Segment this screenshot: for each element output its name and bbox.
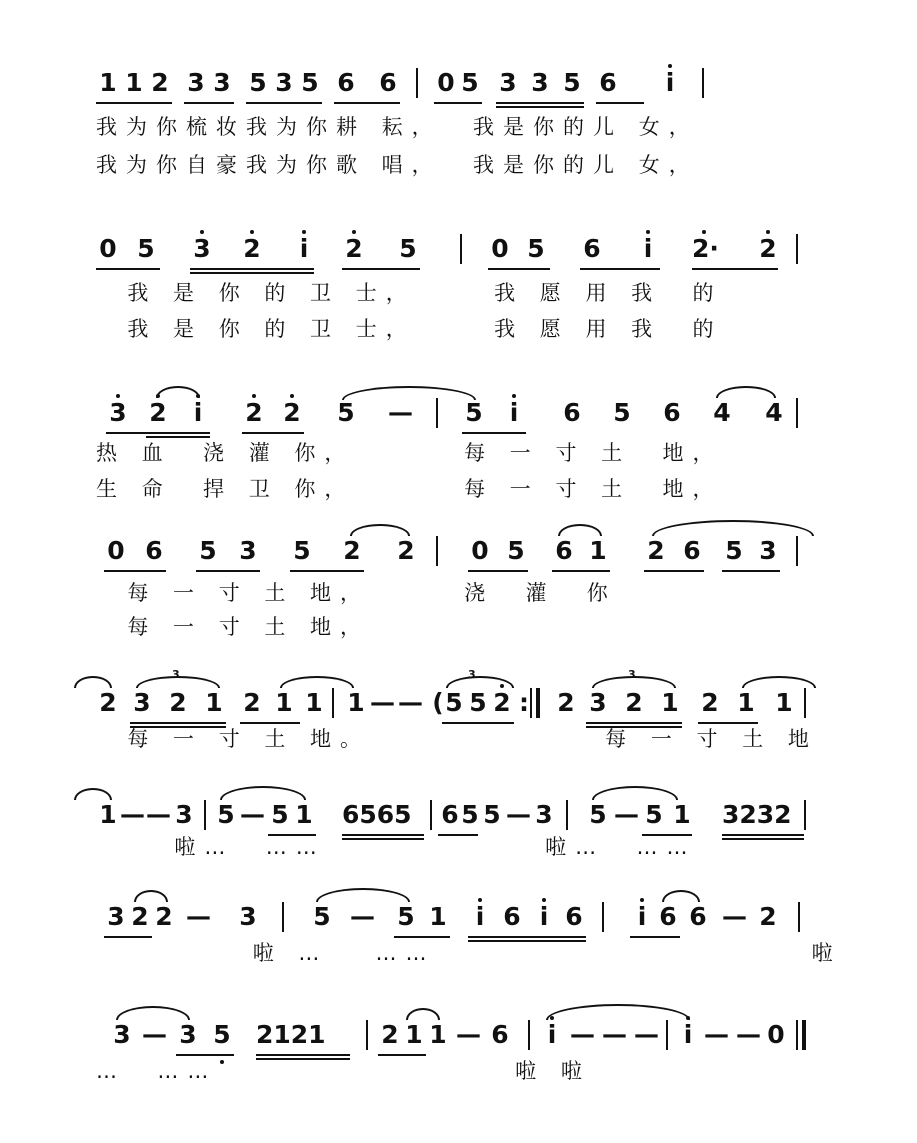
note-line: 3 2 2 — 3 5 — 5 1 i 6 i 6 i 6 6 — 2: [96, 896, 816, 940]
lyric-line-1: 啦… …… 啦… ……: [96, 835, 697, 859]
lyric-line-1: … …… 啦 啦: [96, 1059, 591, 1083]
score-row-8: [96, 1014, 816, 1104]
note-line: 2 3 2 1 2 1 1 1 — — ( 5 5 2 : 2 3 2 1 2 1 1 3 3 3: [96, 682, 816, 726]
note-line: 0 5 3 2 i 2 5 0 5 6 i 2· 2: [96, 228, 816, 272]
lyric-line-1: 每 一 寸 土 地。 每 一 寸 土 地: [96, 727, 818, 751]
score-row-5: [96, 668, 818, 772]
lyric-line-2: 我 是 你 的 卫 士， 我 愿 用 我 的: [96, 317, 723, 341]
lyric-line-1: 每 一 寸 土 地， 浇 灌 你: [96, 581, 617, 605]
lyric-line-1: 热 血 浇 灌 你， 每 一 寸 土 地，: [96, 441, 723, 465]
lyric-line-2: 每 一 寸 土 地，: [96, 615, 371, 639]
note-line: 1 — — 3 5 — 5 1 6565 6 5 5 — 3 5 — 5 1 3232: [96, 794, 816, 838]
lyric-line-1: 我为你梳妆我为你耕 耘， 我是你的儿 女，: [96, 115, 699, 139]
score-row-3: [96, 392, 816, 501]
lyric-line-2: 生 命 捍 卫 你， 每 一 寸 土 地，: [96, 477, 723, 501]
note-line: 1 1 2 3 3 5 3 5 6 6 0 5 3 3 5 6 i: [96, 62, 816, 106]
note-line: 3 2 i 2 2 5 — 5 i 6 5 6 4 4: [96, 392, 816, 436]
note-line: 3 — 3 5 2121 2 1 1 — 6 i — — — i — — 0: [96, 1014, 816, 1058]
score-row-1: [96, 62, 816, 177]
note-line: 0 6 5 3 5 2 2 0 5 6 1 2 6 5 3: [96, 530, 816, 574]
lyric-line-1: 啦 … …… 啦: [96, 941, 842, 965]
lyric-line-1: 我 是 你 的 卫 士， 我 愿 用 我 的: [96, 281, 723, 305]
lyric-line-2: 我为你自豪我为你歌 唱， 我是你的儿 女，: [96, 153, 699, 177]
score-row-4: [96, 530, 816, 639]
score-row-6: [96, 794, 816, 884]
score-row-7: [96, 896, 842, 986]
score-row-2: [96, 228, 816, 341]
